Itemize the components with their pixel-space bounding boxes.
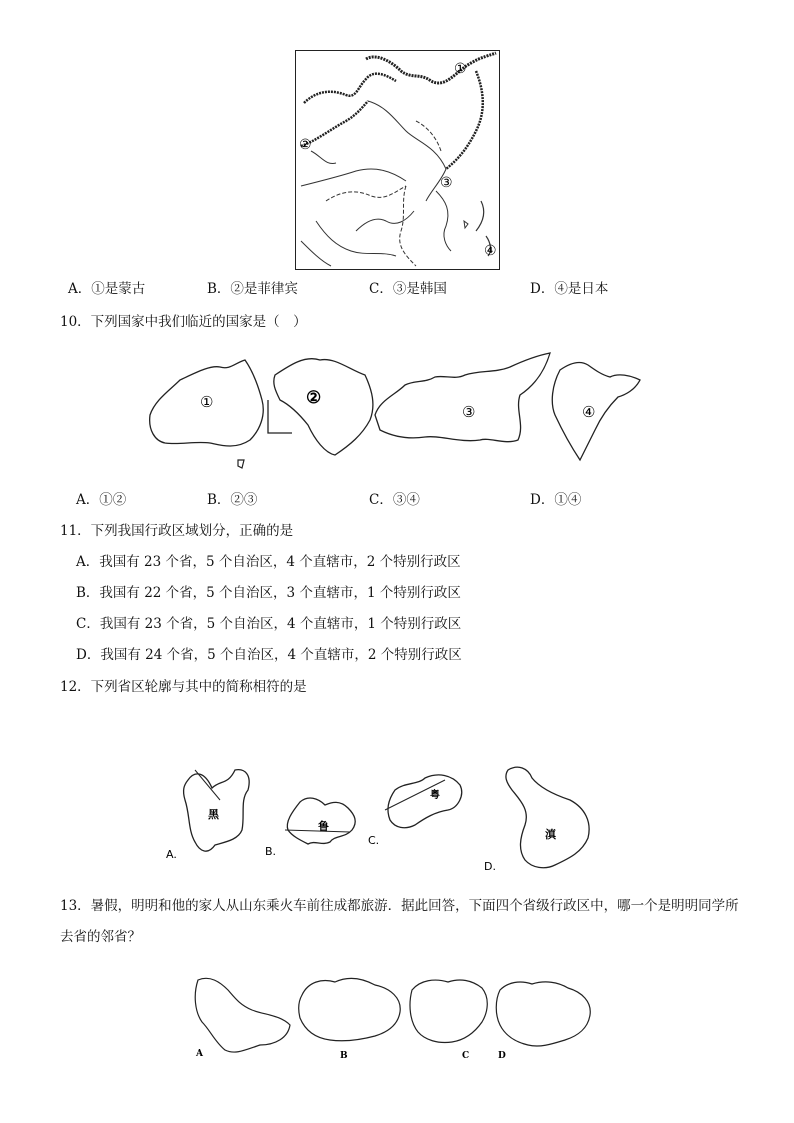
q10-label-2: ② xyxy=(306,388,322,408)
q12-abbr-c: 粤 xyxy=(430,790,440,801)
q12-letter-d[interactable]: D. xyxy=(484,860,496,873)
q12-letter-c[interactable]: C. xyxy=(368,834,380,847)
q10-option-c[interactable]: C．③④ xyxy=(369,492,420,508)
q10-option-b[interactable]: B．②③ xyxy=(207,492,258,508)
q12-province-shapes xyxy=(160,760,610,880)
q12-letter-a[interactable]: A. xyxy=(166,848,177,861)
map-marker-2: ② xyxy=(299,137,312,153)
q12-abbr-b: 鲁 xyxy=(318,820,329,833)
q10-option-d[interactable]: D．①④ xyxy=(530,492,582,508)
q13-letter-b[interactable]: B xyxy=(340,1051,348,1060)
russia-shape xyxy=(375,353,550,442)
q9-option-a[interactable]: A．①是蒙古 xyxy=(68,281,146,297)
map-marker-4: ④ xyxy=(484,243,497,259)
q13-province-shapes xyxy=(190,970,600,1060)
q11-stem: 11．下列我国行政区域划分，正确的是 xyxy=(60,523,294,539)
middle-east-shape xyxy=(274,359,373,455)
q12-abbr-a: 黑 xyxy=(208,808,219,821)
q9-option-b[interactable]: B．②是菲律宾 xyxy=(207,281,298,297)
q10-label-3: ③ xyxy=(462,403,476,421)
q13-stem-line2: 去省的邻省？ xyxy=(60,929,141,945)
east-asia-map xyxy=(295,50,500,270)
q9-option-c[interactable]: C．③是韩国 xyxy=(369,281,447,297)
map-marker-1: ① xyxy=(454,61,467,77)
q10-option-a[interactable]: A．①② xyxy=(76,492,127,508)
q9-option-d[interactable]: D．④是日本 xyxy=(530,281,609,297)
q13-letter-a[interactable]: A xyxy=(196,1049,203,1059)
east-asia-map-drawing xyxy=(296,51,498,268)
q11-option-b[interactable]: B．我国有 22 个省，5 个自治区，3 个直辖市，1 个特别行政区 xyxy=(76,585,461,601)
q11-option-d[interactable]: D．我国有 24 个省，5 个自治区，4 个直辖市，2 个特别行政区 xyxy=(76,647,462,663)
q10-label-1: ① xyxy=(200,393,214,411)
q10-label-4: ④ xyxy=(582,403,596,421)
india-shape xyxy=(552,363,640,460)
q10-stem: 10．下列国家中我们临近的国家是（ ） xyxy=(60,314,307,330)
q12-stem: 12．下列省区轮廓与其中的简称相符的是 xyxy=(60,679,307,695)
q13-letter-d[interactable]: D xyxy=(498,1051,506,1060)
q12-letter-b[interactable]: B. xyxy=(265,845,277,858)
map-marker-3: ③ xyxy=(440,175,453,191)
q11-option-c[interactable]: C．我国有 23 个省，5 个自治区，4 个直辖市，1 个特别行政区 xyxy=(76,616,462,632)
q10-country-shapes xyxy=(140,345,660,475)
q13-stem-line1: 13．暑假，明明和他的家人从山东乘火车前往成都旅游．据此回答，下面四个省级行政区中，哪一个是明明同学所 xyxy=(60,898,739,914)
q11-option-a[interactable]: A．我国有 23 个省，5 个自治区，4 个直辖市，2 个特别行政区 xyxy=(76,554,461,570)
q13-letter-c[interactable]: C xyxy=(462,1051,470,1060)
q12-abbr-d: 滇 xyxy=(545,828,556,841)
